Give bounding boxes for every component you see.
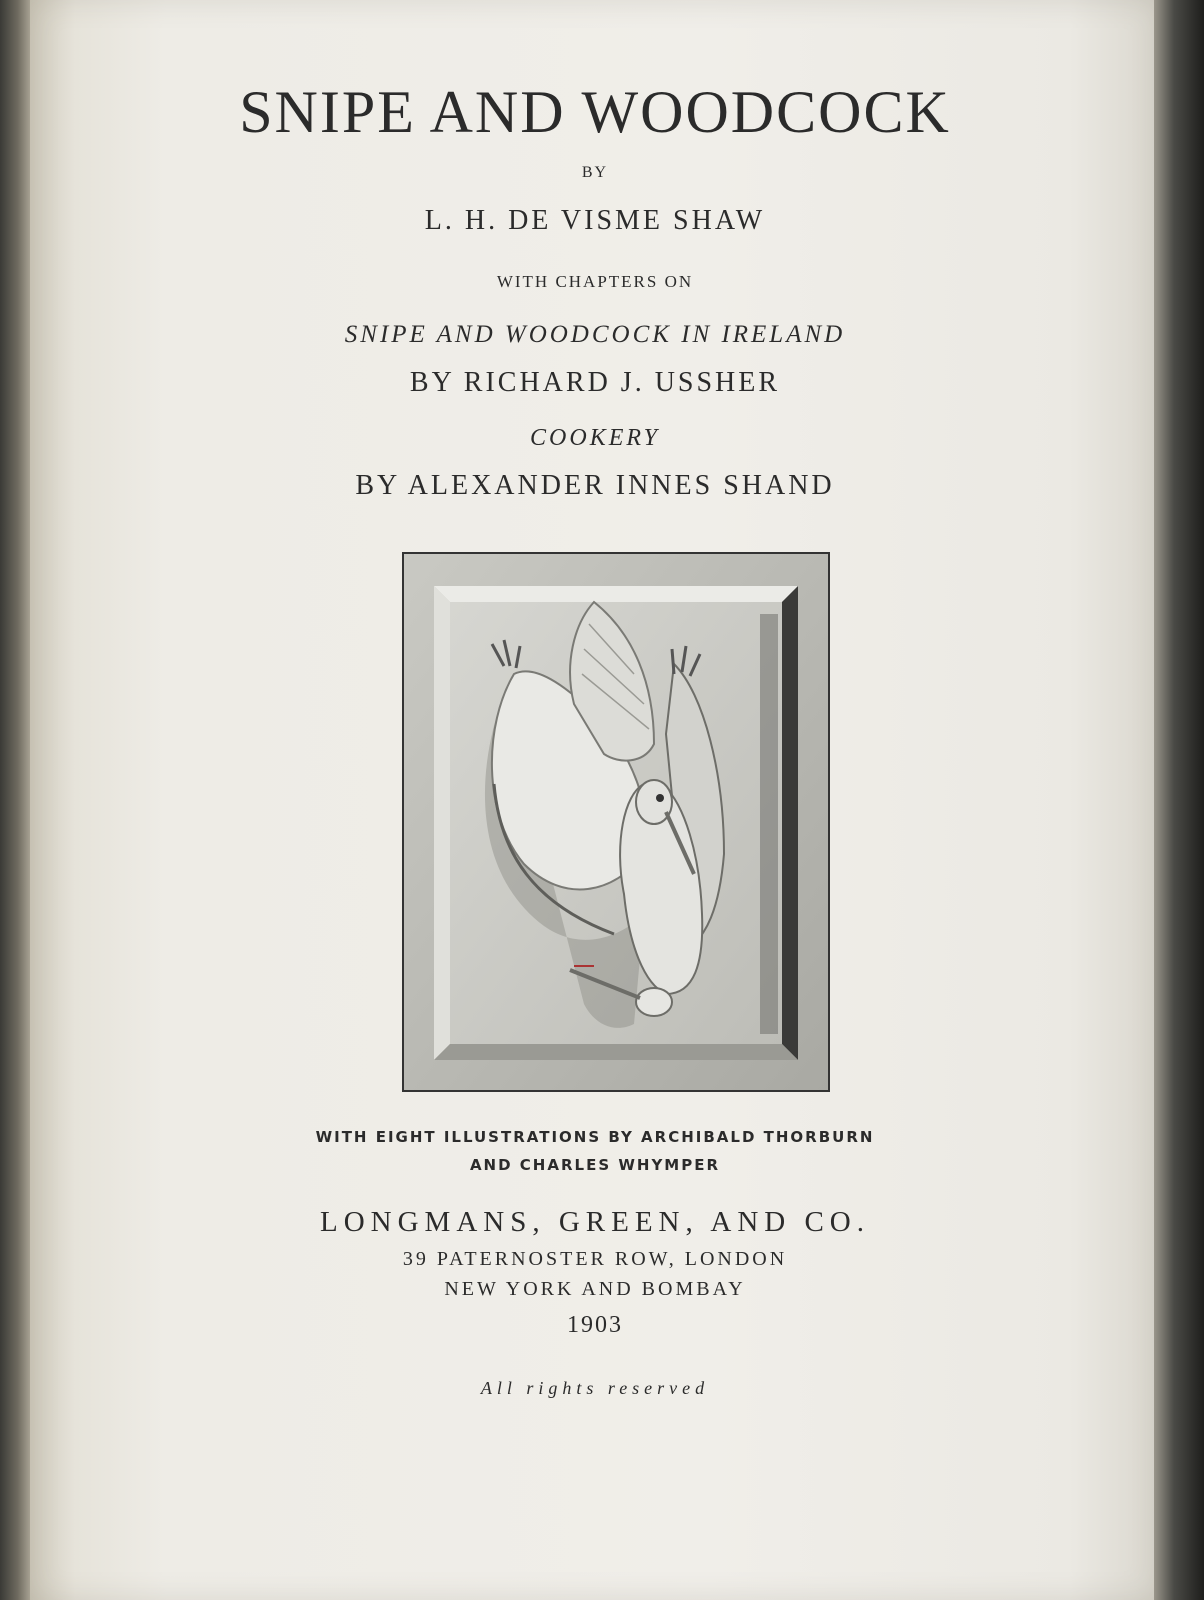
illustrations-credit-line2: AND CHARLES WHYMPER	[469, 1156, 721, 1174]
chapter-cookery-author: BY ALEXANDER INNES SHAND	[355, 470, 835, 501]
book-binding-right	[1154, 0, 1204, 1600]
author-name: L. H. DE VISME SHAW	[424, 205, 766, 236]
book-title: SNIPE AND WOODCOCK	[239, 79, 951, 145]
chapter-ireland-author: BY RICHARD J. USSHER	[409, 367, 781, 398]
by-label: BY	[581, 164, 609, 181]
bird-relief-illustration	[404, 554, 828, 1090]
chapter-ireland-title: SNIPE AND WOODCOCK IN IRELAND	[344, 321, 846, 348]
publication-year: 1903	[567, 1312, 623, 1338]
publisher-name: LONGMANS, GREEN, AND CO.	[319, 1206, 870, 1238]
illustrations-credit-line1: WITH EIGHT ILLUSTRATIONS BY ARCHIBALD THORBURN	[315, 1128, 875, 1146]
rights-notice: All rights reserved	[480, 1378, 710, 1398]
publisher-address: 39 PATERNOSTER ROW, LONDON	[402, 1248, 788, 1270]
with-chapters-label: WITH CHAPTERS ON	[496, 272, 694, 291]
frontispiece-plate	[402, 552, 830, 1092]
chapter-cookery-title: COOKERY	[530, 425, 660, 451]
publisher-cities: NEW YORK AND BOMBAY	[444, 1278, 746, 1300]
